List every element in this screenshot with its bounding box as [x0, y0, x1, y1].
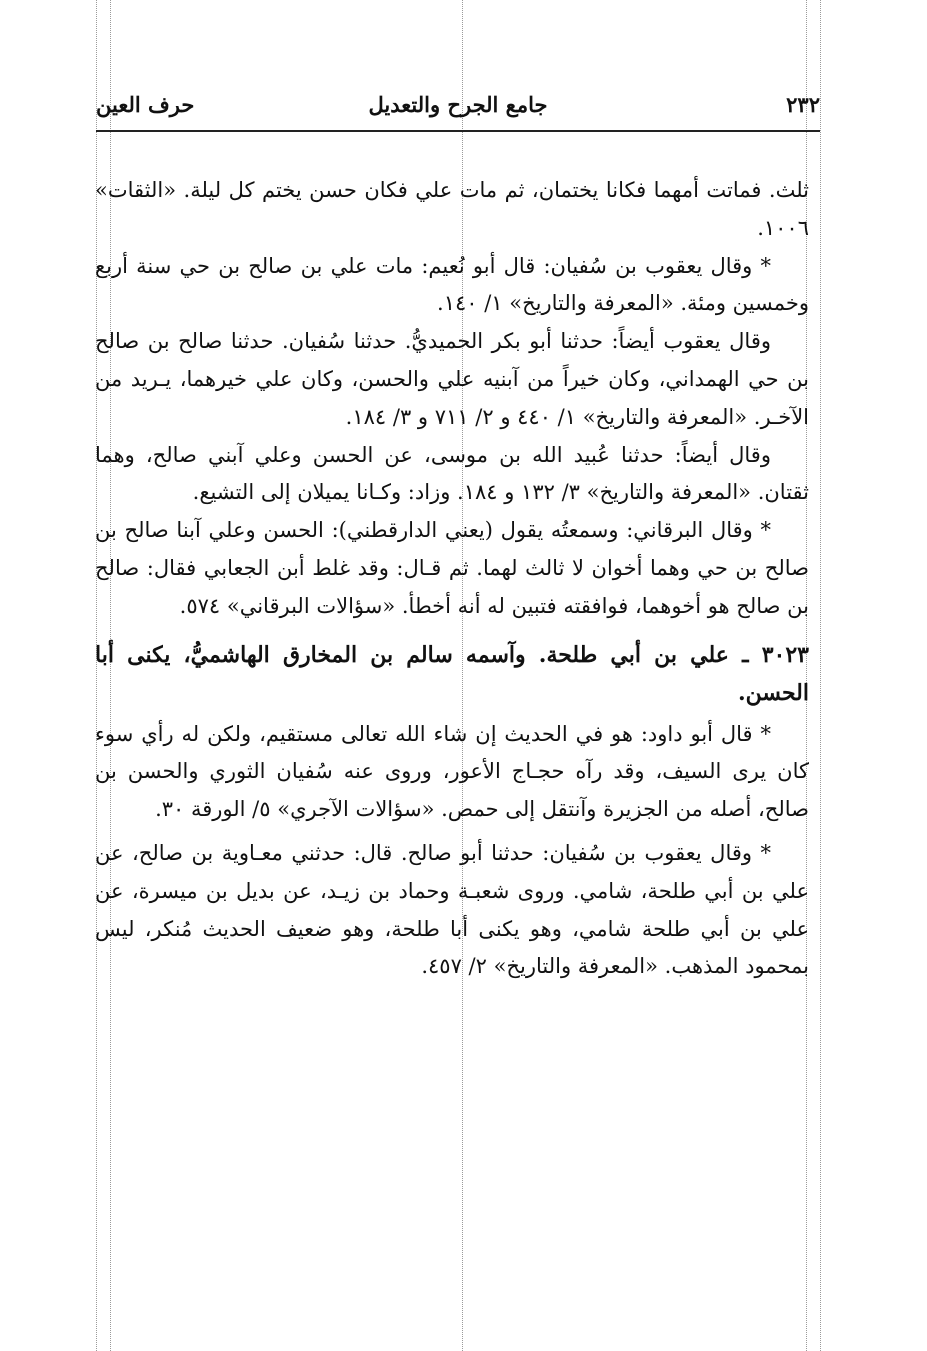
chapter-title: حرف العين — [96, 92, 195, 117]
paragraph-4: وقال أيضاً: حدثنا عُبيد الله بن موسى، عن الحسن وعلي آبني صالح، وهما ثقتان. «المعرفة والتاريخ» ٣/ ١٣٢ و ١٨٤. وزاد: وكـانا يميلان إلى التشيع. — [95, 442, 809, 505]
paragraph-5: * وقال البرقاني: وسمعتُه يقول (يعني الدارقطني): الحسن وعلي آبنا صالح بن صالح بن حي وهما أخوان لا ثالث لهما. ثم قـال: وقد غلط أبن الجعابي فقال: صالح بن صالح هو أخوهما، فوافقته فتبين له أنه أخطأ. «سؤالات البرقاني» ٥٧٤. — [95, 518, 809, 618]
paragraph-2: * وقال يعقوب بن سُفيان: قال أبو نُعيم: مات علي بن صالح بن حي سنة أربع وخمسين ومئة. «المعرفة والتاريخ» ١/ ١٤٠. — [95, 253, 809, 316]
paragraph-1: ثلث. فماتت أمهما فكانا يختمان، ثم مات علي فكان حسن يختم كل ليلة. «الثقات» ١٠٠٦. — [95, 178, 809, 240]
guide-line-right-outer — [820, 0, 821, 1351]
entry-heading — [95, 636, 809, 712]
book-title: جامع الجرح والتعديل — [368, 92, 548, 117]
entry-name: علي بن أبي طلحة. وآسمه سالم بن المخارق الهاشميُّ، يكنى أبا الحسن. — [95, 641, 809, 706]
paragraph-6: * قال أبو داود: هو في الحديث إن شاء الله تعالى مستقيم، ولكن له رأي سوء كان يرى السيف، وقد رآه حجـاج الأعور، وروى عنه سُفيان الثوري والحسن بن صالح، أصله من الجزيرة وآنتقل إلى حمص. «سؤالات الآجري» ٥/ الورقة ٣٠. — [95, 721, 809, 822]
running-header — [96, 86, 820, 132]
entry-number: ٣٠٢٣ ـ — [742, 641, 809, 668]
paragraph-7: * وقال يعقوب بن سُفيان: حدثنا أبو صالح. قال: حدثني معـاوية بن صالح، عن علي بن أبي طلحة، شامي. وروى شعبـة وحماد بن زيـد، عن بديل بن ميسرة، عن علي بن أبي طلحة شامي، وهو يكنى أبا طلحة، وهو ضعيف الحديث مُنكر، ليس بمحمود المذهب. «المعرفة والتاريخ» ٢/ ٤٥٧. — [95, 840, 809, 979]
paragraph-3: وقال يعقوب أيضاً: حدثنا أبو بكر الحميديُّ. حدثنا سُفيان. حدثنا صالح بن صالح بن حي الهمداني، وكان خيراً من آبنيه علي والحسن، وكان علي خيرهما، يـريد من الآخـر. «المعرفة والتاريخ» ١/ ٤٤٠ و ٢/ ٧١١ و ٣/ ١٨٤. — [95, 329, 809, 429]
body-text — [95, 172, 809, 986]
page-number: ٢٣٢ — [786, 92, 820, 117]
